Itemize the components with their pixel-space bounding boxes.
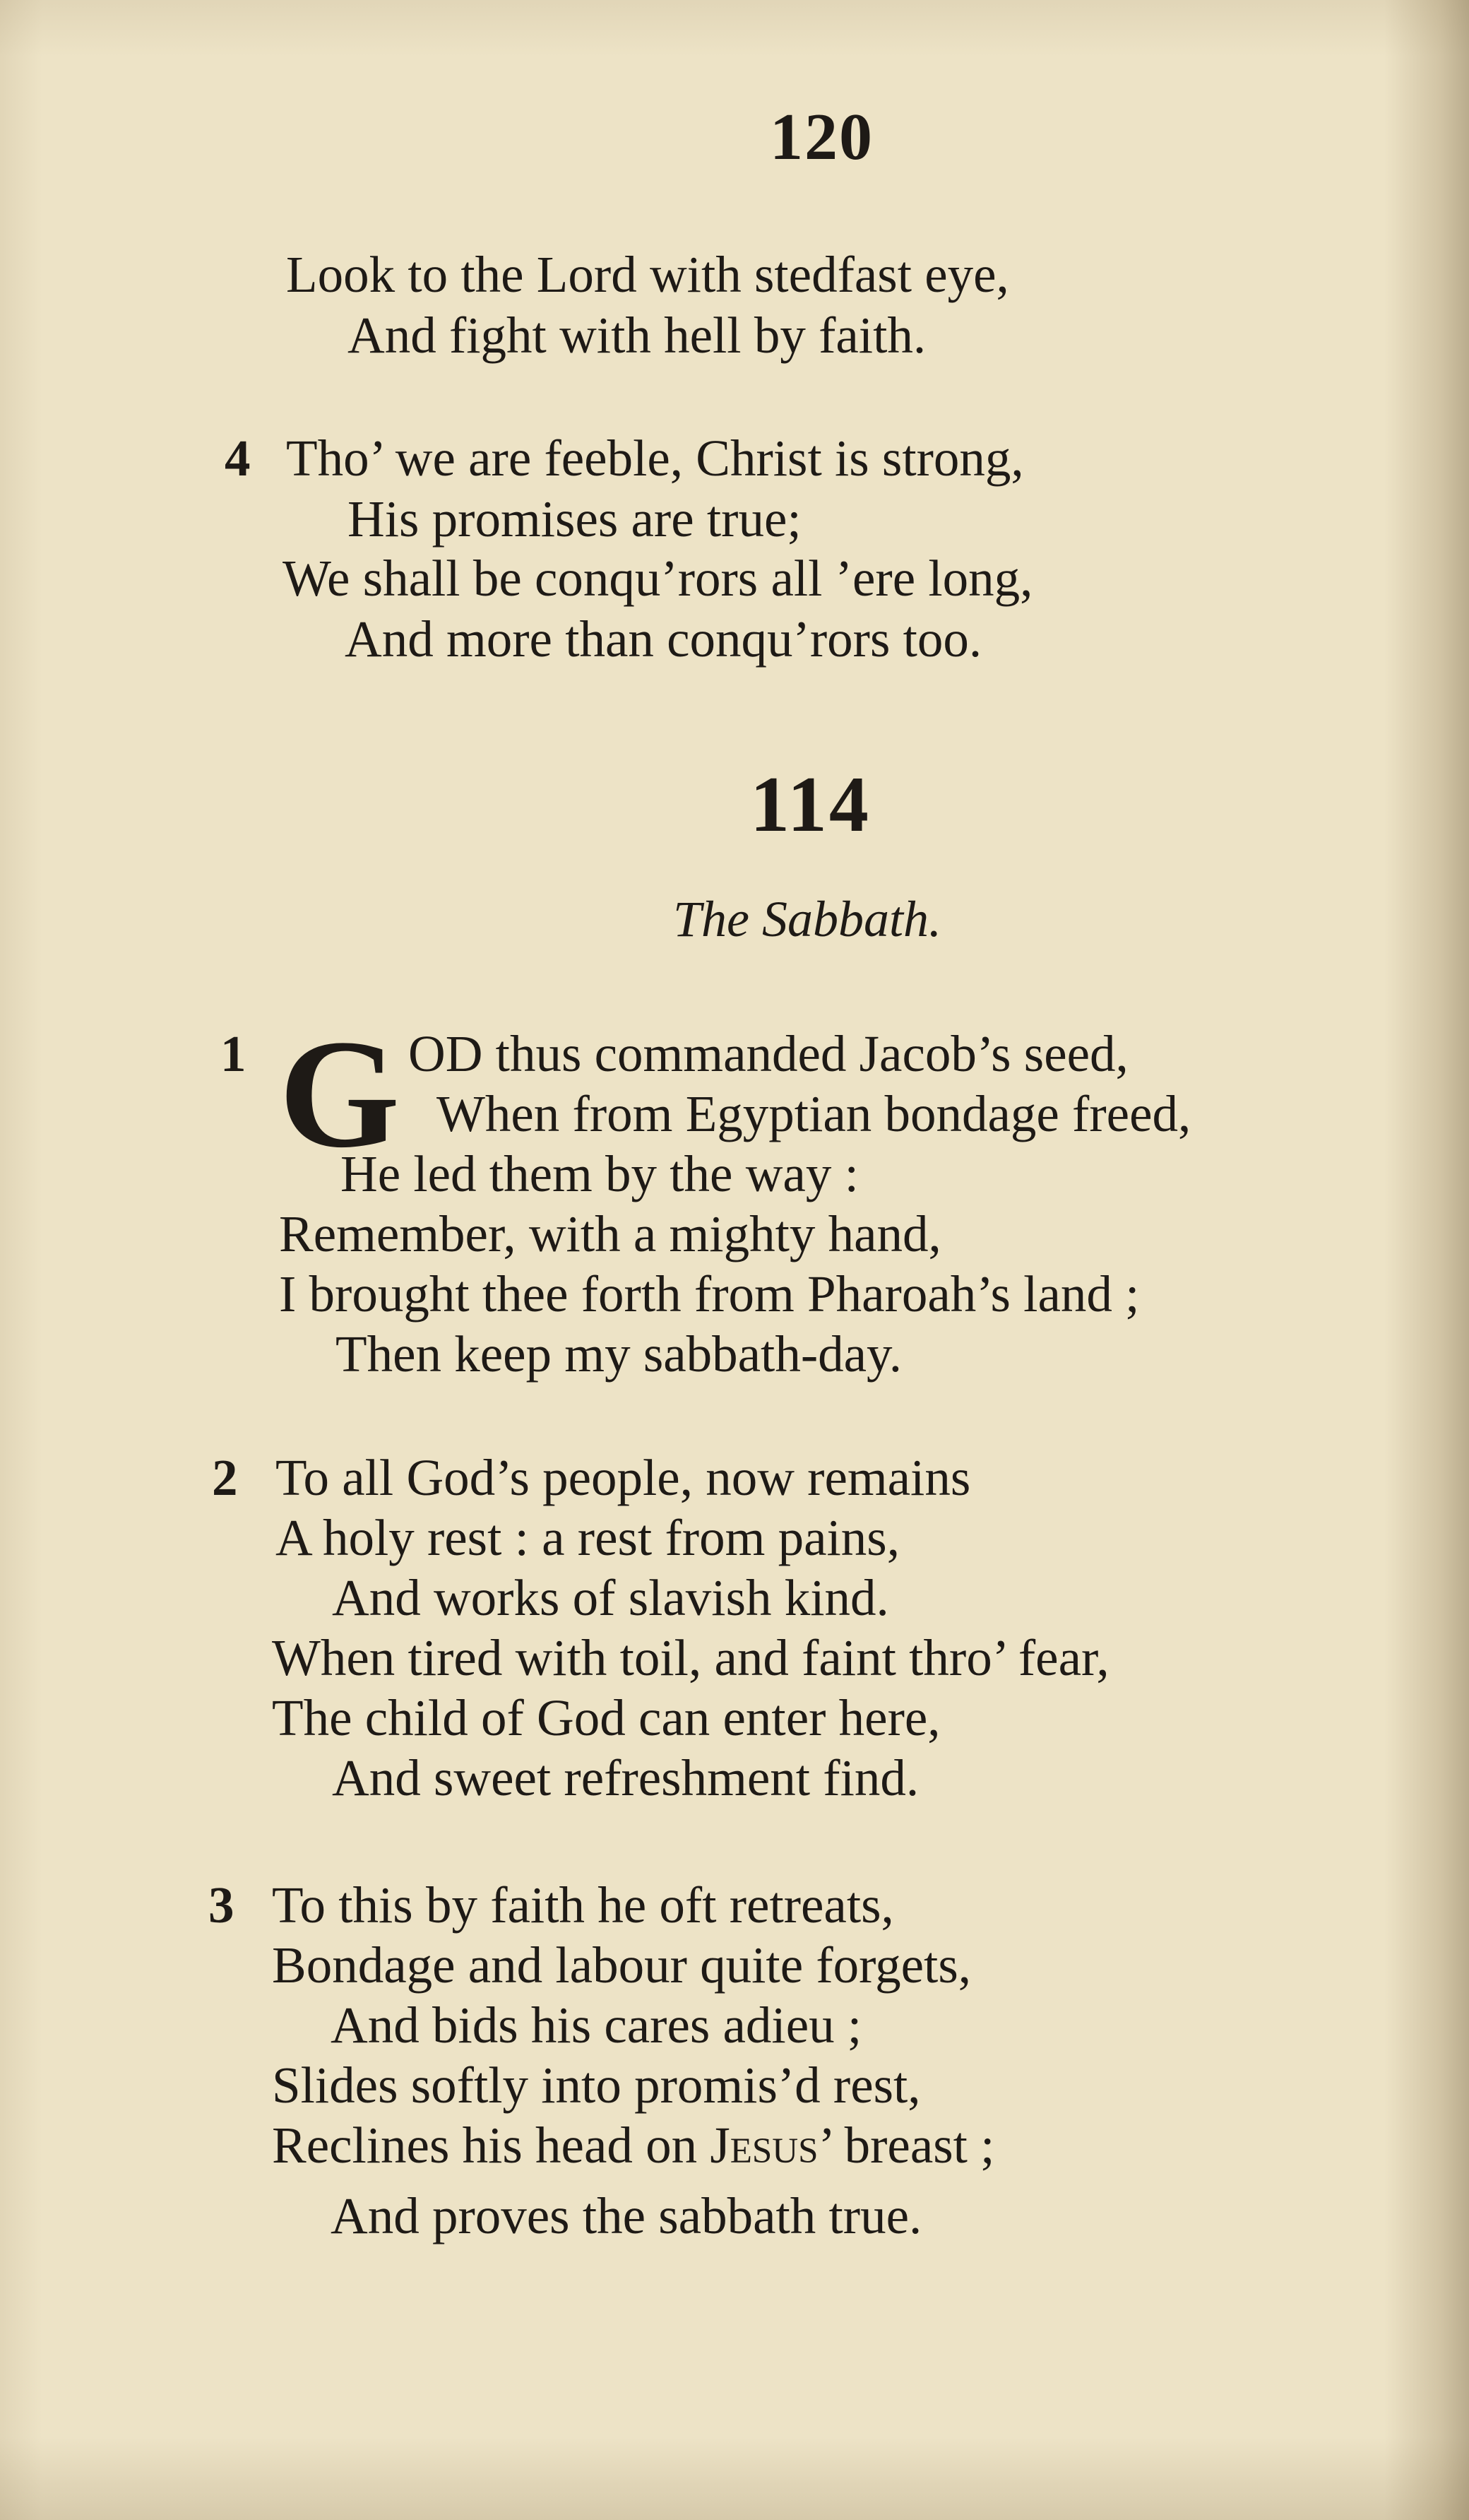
page-number: 120 (770, 100, 874, 174)
verse-line: We shall be conqu’rors all ’ere long, (282, 550, 1033, 607)
verse-line: To this by faith he oft retreats, (272, 1876, 894, 1934)
verse-line: A holy rest : a rest from pains, (275, 1509, 900, 1566)
verse-line: When from Egyptian bondage freed, (436, 1085, 1191, 1142)
verse-line: The child of God can enter here, (272, 1689, 941, 1746)
verse-line: Then keep my sabbath-day. (335, 1325, 903, 1383)
verse-text: Reclines his head on (272, 2117, 710, 2174)
verse-line: Slides softly into promis’d rest, (272, 2057, 921, 2114)
verse-line: His promises are true; (347, 490, 802, 548)
verse-line: And fight with hell by faith. (347, 307, 927, 364)
verse-line: And works of slavish kind. (332, 1569, 889, 1626)
verse-number: 4 (225, 430, 251, 487)
verse-number: 3 (208, 1876, 234, 1934)
verse-line: He led them by the way : (340, 1145, 859, 1202)
verse-line: I brought thee forth from Pharoah’s land ; (279, 1265, 1140, 1323)
verse-line (272, 2117, 995, 2174)
verse-number: 1 (220, 1025, 246, 1082)
verse-line: To all God’s people, now remains (275, 1449, 971, 1506)
divine-name: Jesus (710, 2117, 819, 2174)
verse-line: Look to the Lord with stedfast eye, (286, 246, 1009, 303)
hymn-number: 114 (750, 761, 871, 848)
verse-line: OD thus commanded Jacob’s seed, (408, 1025, 1129, 1082)
verse-text: ’ breast ; (818, 2117, 995, 2174)
verse-line: When tired with toil, and faint thro’ fear, (272, 1629, 1110, 1686)
verse-line: And bids his cares adieu ; (331, 1997, 862, 2054)
verse-line: Bondage and labour quite forgets, (272, 1936, 971, 1994)
verse-line: And proves the sabbath true. (331, 2187, 922, 2244)
drop-cap: G (279, 1007, 400, 1180)
verse-line: And more than conqu’rors too. (345, 610, 982, 668)
hymn-title: The Sabbath. (673, 891, 942, 947)
verse-number: 2 (212, 1449, 238, 1506)
verse-line: Tho’ we are feeble, Christ is strong, (286, 430, 1024, 487)
verse-line: And sweet refreshment find. (332, 1749, 920, 1806)
verse-line: Remember, with a mighty hand, (279, 1205, 941, 1262)
